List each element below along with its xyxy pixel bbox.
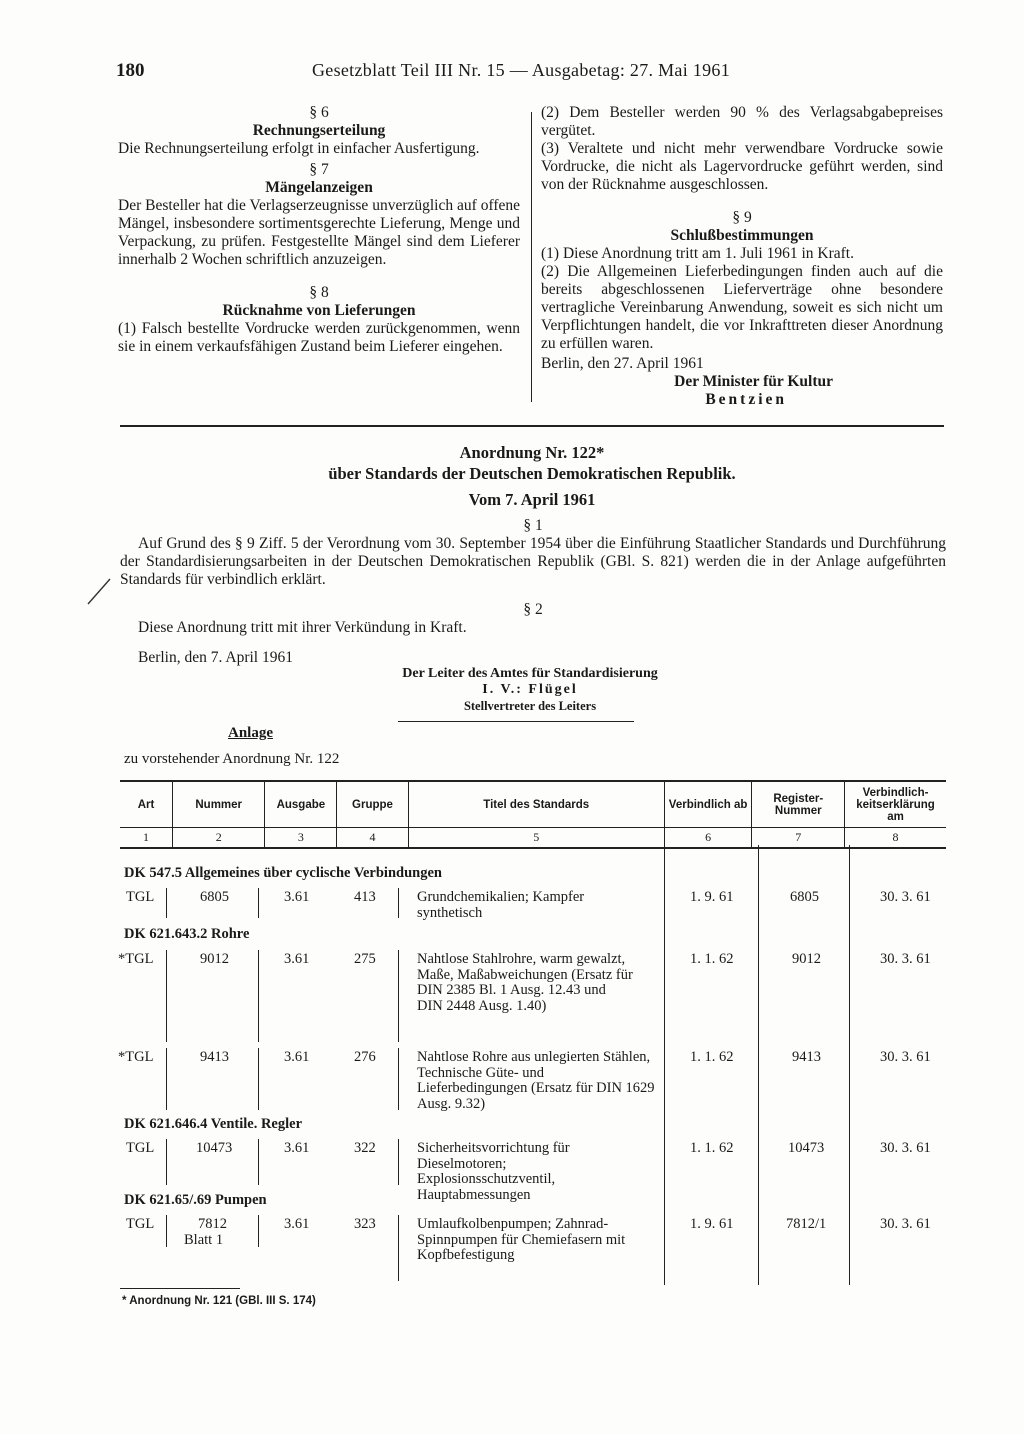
row-register: 9012	[792, 951, 821, 967]
footnote: * Anordnung Nr. 121 (GBl. III S. 174)	[122, 1295, 316, 1307]
section-8-text: (1) Falsch bestellte Vordrucke werden zurückgenommen, wenn sie in einem verkaufsfähigen Zustand beim Lieferer eingehen.	[118, 320, 520, 355]
row-gruppe: 322	[354, 1140, 376, 1156]
order-subtitle: über Standards der Deutschen Demokratischen Republik.	[328, 464, 736, 483]
row-titel: Nahtlose Stahlrohre, warm gewalzt, Maße, Maßabweichungen (Ersatz für DIN 2385 Bl. 1 Ausg. 12.43 und DIN 2448 Ausg. 1.40)	[417, 951, 633, 1014]
col-header-verbindlich-ab: Verbindlich ab	[664, 781, 752, 828]
row-art: *TGL	[118, 951, 154, 967]
section-9-paragraph-2: (2) Die Allgemeinen Lieferbedingungen finden auch auf die bereits abgeschlossenen Lieferverträge ohne besondere vertragliche Vereinbarung Anwendung, soweit es sich nicht um Verpflichtungen handelt, die vor Inkrafttreten dieser Anordnung zu erfüllen waren.	[541, 263, 943, 352]
cell-rule	[166, 888, 167, 918]
order-place-date: Berlin, den 7. April 1961	[138, 649, 293, 666]
cell-rule	[398, 1048, 399, 1110]
order-s2-text: Diese Anordnung tritt mit ihrer Verkündung in Kraft.	[138, 619, 467, 636]
cell-rule	[258, 1048, 259, 1110]
section-7-title: Mängelanzeigen	[265, 179, 373, 196]
pen-mark-icon	[84, 576, 114, 606]
section-9-paragraph-1: (1) Diese Anordnung tritt am 1. Juli 1961 in Kraft.	[541, 245, 854, 262]
row-register: 10473	[788, 1140, 825, 1156]
row-ab: 1. 1. 62	[690, 951, 734, 967]
row-titel: Umlaufkolbenpumpen; Zahnrad-Spinnpumpen für Chemiefasern mit Kopfbefestigung	[417, 1216, 626, 1263]
footnote-rule	[120, 1288, 240, 1289]
col-number: 6	[664, 828, 752, 849]
order-heading	[120, 442, 944, 510]
body-rule	[849, 845, 850, 1285]
row-art: TGL	[126, 1140, 155, 1156]
col-number: 3	[265, 828, 337, 849]
row-erklaerung: 30. 3. 61	[880, 1216, 931, 1232]
cell-rule	[258, 1215, 259, 1247]
col-header-erklaerung: Verbindlich-keitserklärung am	[845, 781, 946, 828]
col-header-gruppe: Gruppe	[337, 781, 408, 828]
row-erklaerung: 30. 3. 61	[880, 1140, 931, 1156]
section-8-number: § 8	[309, 284, 329, 301]
order-signer-name: I. V.: Flügel	[482, 682, 578, 697]
group-heading: DK 621.646.4 Ventile. Regler	[124, 1116, 303, 1132]
row-gruppe: 323	[354, 1216, 376, 1232]
row-nummer: 10473	[196, 1140, 233, 1156]
col-header-ausgabe: Ausgabe	[265, 781, 337, 828]
left-column	[118, 104, 520, 356]
group-heading: DK 621.65/.69 Pumpen	[124, 1192, 267, 1208]
col-header-nummer: Nummer	[173, 781, 265, 828]
col-header-titel: Titel des Standards	[408, 781, 664, 828]
cell-rule	[398, 1139, 399, 1185]
right-column	[541, 104, 943, 409]
row-erklaerung: 30. 3. 61	[880, 889, 931, 905]
row-erklaerung: 30. 3. 61	[880, 951, 931, 967]
row-register: 7812/1	[786, 1216, 827, 1232]
section-7-number: § 7	[309, 161, 329, 178]
order-s1-text: Auf Grund des § 9 Ziff. 5 der Verordnung vom 30. September 1954 über die Einführung Staatlicher Standards und Durchführung der Standardisierungsarbeiten in der Deutschen Demokratischen Republik (GBl. S. 821) werden die in der Anlage aufgeführten Standards für verbindlich erklärt.	[120, 535, 946, 588]
place-date-1: Berlin, den 27. April 1961	[541, 355, 704, 372]
section-6-title: Rechnungserteilung	[252, 122, 386, 139]
signer-name-1: Bentzien	[705, 391, 787, 408]
col-number: 7	[752, 828, 845, 849]
column-divider	[531, 112, 532, 402]
order-signer-office: Der Leiter des Amtes für Standardisierung	[402, 666, 658, 681]
annex-subtitle: zu vorstehender Anordnung Nr. 122	[124, 751, 340, 767]
annex-title: Anlage	[228, 725, 273, 741]
page-number: 180	[116, 60, 145, 81]
col-number: 5	[408, 828, 664, 849]
signature-rule	[398, 721, 634, 722]
cell-rule	[398, 1215, 399, 1281]
row-nummer: 9012	[200, 951, 229, 967]
row-gruppe: 276	[354, 1049, 376, 1065]
col-number: 4	[337, 828, 408, 849]
row-art: *TGL	[118, 1049, 154, 1065]
order-signer-role: Stellvertreter des Leiters	[463, 699, 597, 713]
row-ab: 1. 1. 62	[690, 1140, 734, 1156]
cell-rule	[166, 1215, 167, 1247]
section-9-title: Schlußbestimmungen	[670, 227, 814, 244]
section-8-title: Rücknahme von Lieferungen	[222, 302, 416, 319]
order-signature	[300, 666, 760, 714]
row-ausgabe: 3.61	[284, 1140, 310, 1156]
row-titel: Grundchemikalien; Kampfer synthetisch	[417, 889, 585, 921]
row-art: TGL	[126, 1216, 155, 1232]
order-s2-number: § 2	[523, 601, 543, 618]
row-nummer: 7812	[198, 1216, 227, 1232]
row-register: 9413	[792, 1049, 821, 1065]
cell-rule	[258, 950, 259, 1042]
col-header-register: Register-Nummer	[752, 781, 845, 828]
row-ausgabe: 3.61	[284, 951, 310, 967]
row-nummer: 9413	[200, 1049, 229, 1065]
paragraph-2: (2) Dem Besteller werden 90 % des Verlagsabgabepreises vergütet.	[541, 104, 943, 139]
row-ab: 1. 9. 61	[690, 1216, 734, 1232]
cell-rule	[258, 888, 259, 918]
cell-rule	[398, 888, 399, 918]
col-number: 8	[845, 828, 946, 849]
col-number: 2	[173, 828, 265, 849]
section-9-number: § 9	[732, 209, 752, 226]
col-header-art: Art	[120, 781, 173, 828]
row-ab: 1. 1. 62	[690, 1049, 734, 1065]
body-rule	[758, 845, 759, 1285]
signer-title-1: Der Minister für Kultur	[674, 373, 833, 390]
paragraph-3: (3) Veraltete und nicht mehr verwendbare Vordrucke sowie Vordrucke, die nicht als Lagervordrucke geführt werden, sind von der Rücknahme ausgeschlossen.	[541, 140, 943, 193]
group-heading: DK 547.5 Allgemeines über cyclische Verbindungen	[124, 865, 442, 881]
cell-rule	[166, 1048, 167, 1110]
row-register: 6805	[790, 889, 819, 905]
order-title: Anordnung Nr. 122*	[459, 443, 605, 462]
cell-rule	[398, 950, 399, 1042]
row-gruppe: 275	[354, 951, 376, 967]
section-6-number: § 6	[309, 104, 329, 121]
row-nummer: 6805	[200, 889, 229, 905]
order-s1-number: § 1	[523, 517, 543, 534]
order-date: Vom 7. April 1961	[468, 490, 596, 509]
row-nummer-sheet: Blatt 1	[184, 1232, 224, 1248]
col-number: 1	[120, 828, 173, 849]
row-ausgabe: 3.61	[284, 1049, 310, 1065]
row-titel: Sicherheitsvorrichtung für Dieselmotoren; Explosionsschutzventil, Hauptabmessungen	[417, 1140, 570, 1203]
cell-rule	[166, 950, 167, 1042]
row-gruppe: 413	[354, 889, 376, 905]
order-body	[120, 517, 946, 667]
section-6-text: Die Rechnungserteilung erfolgt in einfacher Ausfertigung.	[118, 140, 480, 157]
running-title: Gesetzblatt Teil III Nr. 15 — Ausgabetag: 27. Mai 1961	[312, 60, 731, 80]
body-rule	[664, 845, 665, 1285]
row-erklaerung: 30. 3. 61	[880, 1049, 931, 1065]
row-ausgabe: 3.61	[284, 889, 310, 905]
section-7-text: Der Besteller hat die Verlagserzeugnisse unverzüglich auf offene Mängel, insbesondere sortimentsgerechte Lieferung, Menge und Verpackung, zu prüfen. Festgestellte Mängel sind dem Lieferer innerhalb 2 Wochen schriftlich anzuzeigen.	[118, 197, 520, 268]
standards-table-header	[120, 780, 946, 849]
row-titel: Nahtlose Rohre aus unlegierten Stählen, Technische Güte- und Lieferbedingungen (Ersatz für DIN 1629 Ausg. 9.32)	[417, 1049, 655, 1112]
cell-rule	[258, 1139, 259, 1185]
row-ab: 1. 9. 61	[690, 889, 734, 905]
group-heading: DK 621.643.2 Rohre	[124, 926, 250, 942]
row-art: TGL	[126, 889, 155, 905]
row-ausgabe: 3.61	[284, 1216, 310, 1232]
cell-rule	[166, 1139, 167, 1185]
section-rule	[120, 425, 944, 427]
